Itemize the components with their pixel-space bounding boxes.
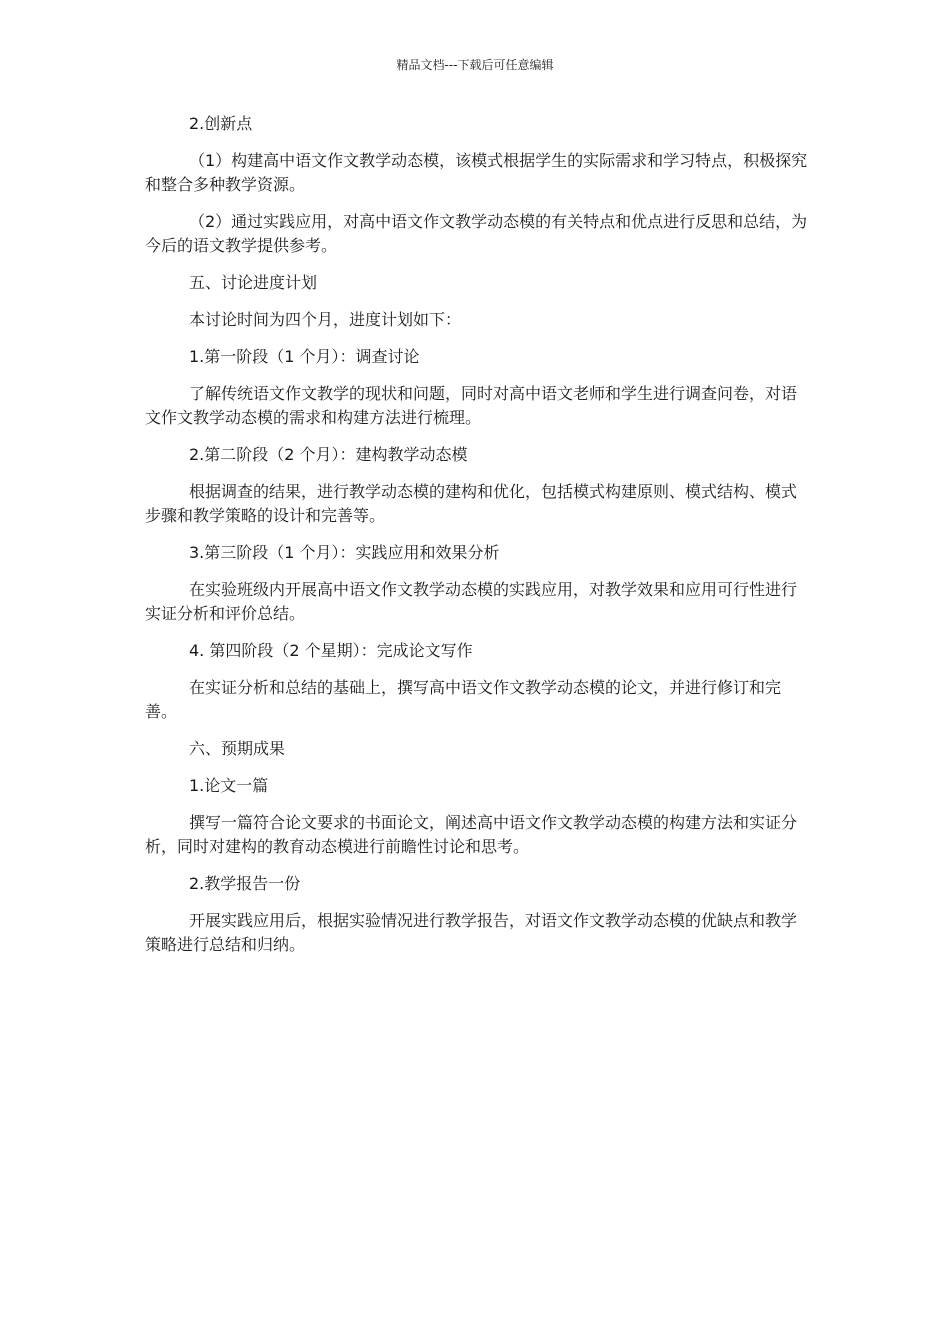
section-heading: 4. 第四阶段（2 个星期）：完成论文写作 <box>189 641 473 660</box>
section-heading: 2.教学报告一份 <box>189 874 301 893</box>
page-header: 精品文档---下载后可任意编辑 <box>396 58 554 72</box>
section-heading: 2.第二阶段（2 个月）：建构教学动态模 <box>189 445 468 464</box>
section-heading: 六、预期成果 <box>189 739 286 758</box>
section-heading: 2.创新点 <box>189 114 253 133</box>
document-body <box>145 112 810 970</box>
section-heading: 1.第一阶段（1 个月）：调查讨论 <box>189 347 420 366</box>
body-paragraph: 在实验班级内开展高中语文作文教学动态模的实践应用，对教学效果和应用可行性进行实证分析和评价总结。 <box>145 580 798 623</box>
body-paragraph: 根据调查的结果，进行教学动态模的建构和优化，包括模式构建原则、模式结构、模式步骤和教学策略的设计和完善等。 <box>145 482 798 525</box>
body-paragraph: 开展实践应用后，根据实验情况进行教学报告，对语文作文教学动态模的优缺点和教学策略进行总结和归纳。 <box>145 911 798 954</box>
body-paragraph: 撰写一篇符合论文要求的书面论文，阐述高中语文作文教学动态模的构建方法和实证分析，同时对建构的教育动态模进行前瞻性讨论和思考。 <box>145 813 798 856</box>
body-paragraph: 了解传统语文作文教学的现状和问题，同时对高中语文老师和学生进行调查问卷，对语文作文教学动态模的需求和构建方法进行梳理。 <box>145 384 798 427</box>
section-heading: 1.论文一篇 <box>189 776 269 795</box>
body-paragraph: 本讨论时间为四个月，进度计划如下： <box>189 310 462 329</box>
body-paragraph: （1）构建高中语文作文教学动态模，该模式根据学生的实际需求和学习特点，积极探究和整合多种教学资源。 <box>145 151 808 194</box>
body-paragraph: 在实证分析和总结的基础上，撰写高中语文作文教学动态模的论文，并进行修订和完善。 <box>145 678 782 721</box>
body-paragraph: （2）通过实践应用，对高中语文作文教学动态模的有关特点和优点进行反思和总结，为今后的语文教学提供参考。 <box>145 212 808 255</box>
section-heading: 3.第三阶段（1 个月）：实践应用和效果分析 <box>189 543 500 562</box>
section-heading: 五、讨论进度计划 <box>189 273 318 292</box>
